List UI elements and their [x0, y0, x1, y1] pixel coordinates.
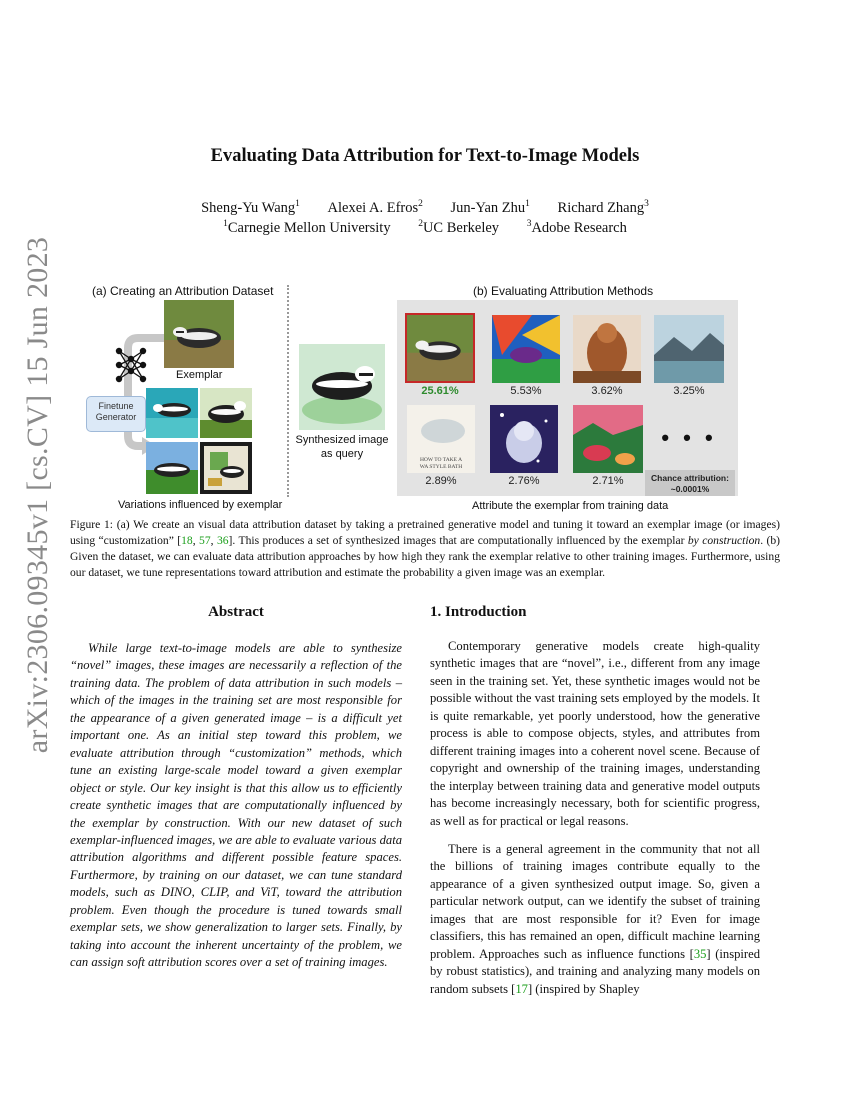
intro-paragraph: Contemporary generative models create high-quality synthetic images that are “novel”, i.e., different from any image seen in the training set. Yet, these synthetic images would not be possible without the vast training sets employed by the models. It is quite remarkable, yet poorly understood, how the generative process is able to compose objects, styles, and attributes from different training images into a coherent novel scene. Because of copyright and ownership of the training images, understanding the interplay between training data and generative model outputs has become increasingly necessary, both for scientific progress, as well as for practical or legal reasons.: [430, 639, 760, 828]
caption-text: ]. This produces a set of synthesized images that are computationally influenced by the exemplar: [228, 534, 688, 547]
chance-line1: Chance attribution:: [651, 473, 729, 483]
author-list: [0, 200, 850, 217]
panel-divider: [287, 285, 289, 497]
score-label: 2.71%: [592, 475, 624, 487]
citation-link[interactable]: 17: [515, 981, 528, 996]
figure-caption: [70, 517, 780, 581]
book-cover-text: WA STYLE BATH: [419, 464, 463, 470]
query-image: [299, 344, 385, 430]
variation-image: [200, 388, 252, 438]
intro-paragraph: [430, 841, 760, 998]
author: Jun-Yan Zhu$^1$: [450, 199, 530, 216]
abstract-body: While large text-to-image models are able to synthesize “novel” images, these images are necessarily a reflection of the training data. The problem of data attribution in such models – which of the images in the training set are most responsible for the appearance of a given generated image – is a difficult yet important one. As an initial step toward this problem, we evaluate attribution through “customization” methods, which tune an existing large-scale model toward a given exemplar object or style. Our key insight is that this allow us to efficiently create synthetic images that are computationally influenced by the exemplar by construction. With our new dataset of such exemplar-influenced images, we are able to evaluate various data attribution algorithms and different possible feature spaces. Furthermore, by training on our dataset, we can tune standard models, such as DINO, CLIP, and ViT, toward the attribution problem. Even though the procedure is tuned towards small exemplar sets, we show generalization to larger sets. Finally, by taking into account the inherent uncertainty of the problem, we can assign soft attribution scores over a set of training images.: [70, 641, 402, 970]
ellipsis-indicator: • • •: [661, 425, 717, 450]
abstract-heading: Abstract: [208, 604, 264, 620]
paper-title: Evaluating Data Attribution for Text-to-Image Models: [210, 146, 640, 166]
introduction-heading: 1. Introduction: [430, 604, 527, 620]
citation-link[interactable]: 57: [199, 534, 211, 547]
retrieved-image: [573, 405, 643, 473]
caption-text: Figure 1: (a) We create an visual data attribution dataset by taking a pretrained generative model and tuning it toward an exemplar image (or images) using “customization” [: [70, 518, 780, 547]
affiliation: $^3$Adobe Research: [526, 219, 627, 236]
caption-text: . (b) Given the dataset, we can evaluate data attribution approaches by how high they rank the exemplar relative to other training images. Furthermore, using our dataset, we tune representations toward attribution and estimate the probability a given image was an exemplar.: [70, 534, 781, 579]
retrieved-image: [654, 315, 724, 383]
affiliation-list: [0, 220, 850, 237]
score-label: 3.62%: [591, 385, 623, 397]
retrieved-image: [573, 315, 641, 383]
variation-image: [200, 442, 252, 494]
citation-link[interactable]: 35: [693, 946, 707, 961]
score-label: 2.89%: [425, 475, 457, 487]
variation-image: [146, 442, 198, 494]
retrieved-image: [407, 405, 475, 473]
neural-network-icon: [113, 345, 149, 385]
panel-b-title: (b) Evaluating Attribution Methods: [473, 284, 654, 298]
book-cover-text: HOW TO TAKE A: [419, 457, 463, 463]
query-label-line1: Synthesized image: [295, 434, 389, 446]
finetune-label-line2: Generator: [95, 412, 137, 422]
exemplar-image: [164, 300, 234, 368]
chance-line2: ~0.0001%: [670, 483, 710, 494]
caption-emphasis: by construction: [687, 534, 761, 547]
affiliation: $^2$UC Berkeley: [418, 219, 500, 236]
variation-image: [146, 388, 198, 438]
retrieved-image: [490, 405, 558, 473]
arxiv-identifier: arXiv:2306.09345v1 [cs.CV] 15 Jun 2023: [21, 236, 54, 754]
attribute-label: Attribute the exemplar from training data: [472, 500, 669, 512]
author: Alexei A. Efros$^2$: [327, 199, 423, 216]
score-label: 5.53%: [510, 385, 542, 397]
arxiv-stamp: [18, 236, 58, 754]
variations-label: Variations influenced by exemplar: [118, 499, 283, 511]
author: Richard Zhang$^3$: [557, 199, 649, 216]
intro-text: ] (inspired by Shapley: [527, 981, 640, 996]
citation-link[interactable]: 36: [216, 534, 229, 547]
intro-text: ] (inspired by robust statistics), and training and analyzing many models on random subsets [: [430, 946, 761, 996]
score-label: 3.25%: [673, 385, 705, 397]
affiliation: $^1$Carnegie Mellon University: [223, 219, 391, 236]
finetune-label-line1: Finetune: [98, 401, 134, 411]
intro-text: There is a general agreement in the community that not all the billions of training images contribute equally to the appearance of a given synthesized output image. So, given a particular network output, can we identify the subset of training images that are most responsible for it? Even for image classifiers, this has remained an open, difficult machine learning problem. Approaches such as influence functions [: [430, 842, 760, 961]
caption-separator: ,: [210, 534, 217, 547]
score-label: 25.61%: [421, 385, 459, 397]
author: Sheng-Yu Wang$^1$: [201, 199, 300, 216]
score-label: 2.76%: [508, 475, 540, 487]
exemplar-label: Exemplar: [176, 369, 223, 381]
chance-attribution-box: [645, 470, 735, 496]
retrieved-exemplar-image: [405, 313, 475, 383]
finetune-generator-box: [86, 396, 146, 432]
panel-a-title: (a) Creating an Attribution Dataset: [92, 284, 274, 298]
query-label: [288, 433, 396, 461]
retrieved-image: [492, 315, 560, 383]
query-label-line2: as query: [320, 448, 364, 460]
citation-link[interactable]: 18: [181, 534, 193, 547]
caption-separator: ,: [192, 534, 200, 547]
